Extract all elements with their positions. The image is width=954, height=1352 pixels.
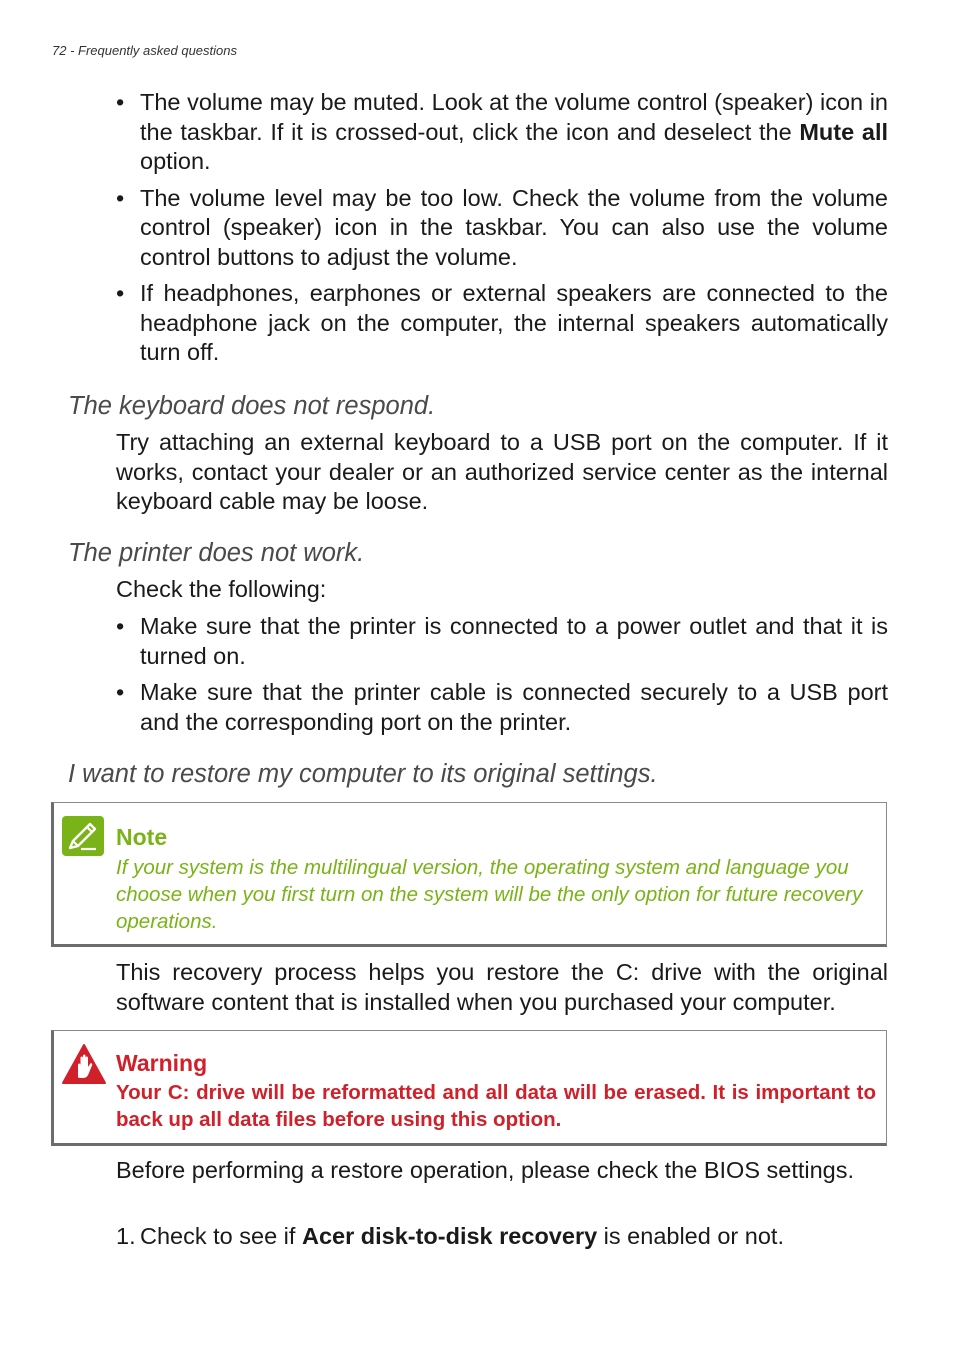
pencil-icon (61, 815, 105, 862)
keyboard-heading: The keyboard does not respond. (68, 392, 436, 420)
note-text: If your system is the multilingual version, the operating system and language you choose when you first turn on the system will be the only option for future recovery operations. (116, 856, 863, 933)
restore-heading: I want to restore my computer to its original settings. (68, 760, 658, 788)
bullet-muted: • The volume may be muted. Look at the volume control (speaker) icon in the taskbar. If it is crossed-out, click the icon and deselect the Mute all option. (116, 88, 888, 177)
recovery-body: This recovery process helps you restore the C: drive with the original software content that is installed when you purchased your computer. (116, 959, 888, 1015)
bullet-printer-cable: • Make sure that the printer cable is connected securely to a USB port and the corresponding port on the printer. (116, 678, 888, 737)
printer-intro: Check the following: (116, 576, 327, 602)
steps-list (116, 1222, 888, 1252)
stop-hand-icon (61, 1043, 107, 1090)
warning-title: Warning (116, 1050, 208, 1076)
bullet-volume-low: • The volume level may be too low. Check the volume from the volume control (speaker) icon in the taskbar. You can also use the volume control buttons to adjust the volume. (116, 184, 888, 273)
mute-all-label: Mute all (799, 118, 888, 145)
bullet-printer-power: • Make sure that the printer is connected to a power outlet and that it is turned on. (116, 612, 888, 671)
keyboard-body: Try attaching an external keyboard to a USB port on the computer. If it works, contact your dealer or an authorized service center as the internal keyboard cable may be loose. (116, 429, 888, 514)
bullet-headphones: • If headphones, earphones or external speakers are connected to the headphone jack on the computer, the internal speakers automatically turn off. (116, 279, 888, 368)
printer-bullets (116, 612, 888, 744)
sound-bullets (116, 88, 888, 375)
note-box (51, 802, 887, 947)
step-1: 1. Check to see if Acer disk-to-disk recovery is enabled or not. (116, 1223, 784, 1249)
running-header: 72 - Frequently asked questions (52, 43, 237, 58)
bios-paragraph: Before performing a restore operation, please check the BIOS settings. (116, 1157, 855, 1183)
note-title: Note (116, 824, 168, 850)
printer-heading: The printer does not work. (68, 539, 365, 567)
acer-d2d-label: Acer disk-to-disk recovery (301, 1223, 598, 1249)
warning-box (51, 1030, 887, 1146)
warning-text: Your C: drive will be reformatted and all data will be erased. It is important to back up all data files before using this option. (116, 1081, 876, 1131)
